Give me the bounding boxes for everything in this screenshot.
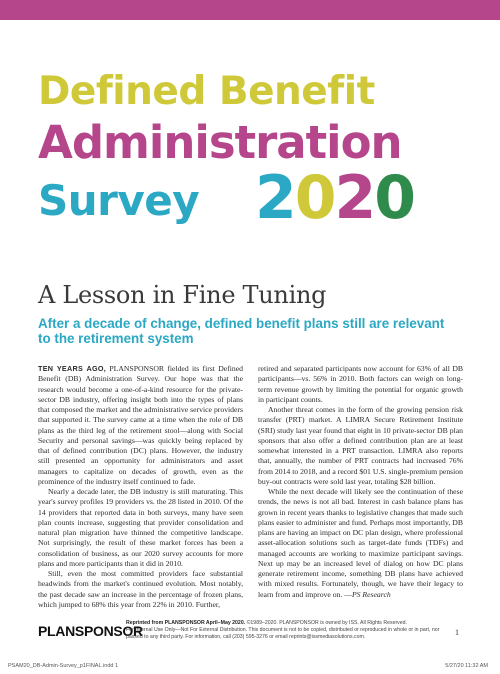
year-digit: 0 <box>374 163 414 233</box>
body-text: While the next decade will likely see the continuation of these trends, the news is not all bad. Interest in cash balance plans has grown in recent years thanks to legislative changes that made such plans easier to administer and fund. Perhaps most importantly, DB plans are having an impact on DC plan design, where professional asset-allocation solutions such as target-date funds (TDFs) and managed accounts are working to maximize participant savings. Next up may be an increased level of dialog on how DC plans generate retirement income, something DB plans have achieved with mixed results. Fortunately, though, we have their legacy to learn from and improve on. — <box>258 487 463 599</box>
body-column-right <box>258 364 463 600</box>
hero-year <box>255 163 414 233</box>
reprint-bold: Reprinted from PLANSPONSOR April–May 2020. <box>126 620 246 626</box>
reprint-notice <box>126 620 456 641</box>
date-slug: 5/27/20 11:32 AM <box>445 663 488 669</box>
reprint-copyright: ©1989–2020. PLANSPONSOR is owned by ISS. All Rights Reserved. <box>245 620 407 626</box>
year-digit: 0 <box>294 163 335 233</box>
body-column-left <box>38 364 243 610</box>
article-dek: After a decade of change, defined benefit plans still are relevant to the retirement system <box>38 316 445 346</box>
reprint-usage: For Internal Use Only—Not For External Distribution. This document is not to be copied, distributed or reproduced in whole or in part, nor passed to any third party. For information, call (203) 595-3276 or email reprints@issmediasolutions.com. <box>126 627 440 640</box>
year-digit: 2 <box>255 163 295 233</box>
hero-title-line-3: Survey <box>38 176 200 225</box>
body-paragraph: Nearly a decade later, the DB industry is still maturating. This year's survey profiles 19 providers vs. the 28 listed in 2010. Of the 14 providers that reported data in both surveys, many have seen plan counts increase, suggesting that provider consolidation and natural plan migration have thinned the competitive landscape. Not surprisingly, the result of these market forces has been a consolidation of business, as our 2020 survey accounts for more plans and more participants than it did in 2010. <box>38 487 243 568</box>
body-paragraph: Another threat comes in the form of the growing pension risk transfer (PRT) market. A LIMRA Secure Retirement Institute (SRI) study last year found that eight in 10 private-sector DB plan sponsors that also offer a defined contribution plan are at least somewhat interested in a PRT transaction. LIMRA also reports that, annually, the number of PRT contracts had increased 76% from 2014 to 2018, and a record $01 U.S. single-premium pension buy-out contracts were sold last year, totaling $28 billion. <box>258 405 463 486</box>
page-number: 1 <box>455 628 459 637</box>
lead-in: TEN YEARS AGO, <box>38 364 107 373</box>
plansponsor-logo: PLANSPONSOR <box>38 623 143 639</box>
body-paragraph: retired and separated participants now account for 63% of all DB participants—vs. 56% in 2010. Both factors can weigh on long-term revenue growth by limiting the potential for organic growth in participant counts. <box>258 364 463 404</box>
signoff: PS Research <box>351 589 391 599</box>
body-paragraph <box>38 364 243 487</box>
body-text: PLANSPONSOR fielded its first Defined Benefit (DB) Administration Survey. Our hope was that the research would become a one-of-a-kind resource for the private-sector DB industry, offering insight both into the types of plans that composed the market and the administrative service providers that supported it. The survey came at a time when the role of DB plans as the third leg of the retirement stool—along with Social Security and personal savings—was quickly being replaced by that of defined contribution (DC) plans. However, the industry still presented an opportunity for administrators and asset managers to capitalize on decades of growth, even as the prominence of the industry itself continued to fade. <box>38 364 243 486</box>
body-paragraph: Still, even the most committed providers face substantial headwinds from the market's continued evolution. Most notably, the past decade saw an increase in the percentage of frozen plans, which jumped to 68% this year from 22% in 2010. Further, <box>38 569 243 609</box>
hero-title-line-1: Defined Benefit <box>38 69 375 114</box>
body-paragraph <box>258 487 463 600</box>
year-digit: 2 <box>334 163 375 233</box>
top-color-bar <box>0 0 500 20</box>
hero-title-line-2: Administration <box>38 116 402 169</box>
article-headline: A Lesson in Fine Tuning <box>38 281 327 309</box>
file-slug: PSAM20_DB-Admin-Survey_p1FINAL.indd 1 <box>8 663 119 669</box>
